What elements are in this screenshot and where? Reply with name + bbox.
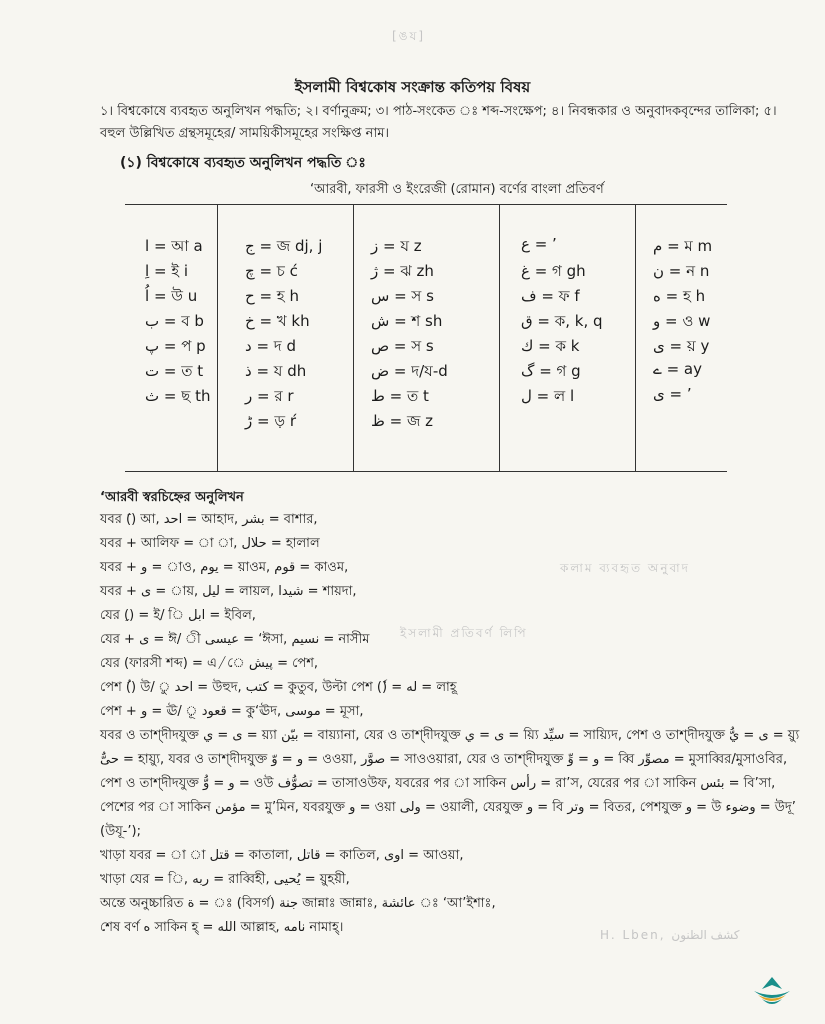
rule-line: খাড়া যবর = া া قتل = কাতালা, قاتل = কাতিল, اوى = আওয়া,: [100, 848, 464, 863]
table-cell: ن = ন n: [653, 262, 710, 280]
rule-line: যের (ِ) = ই/ ি ابل = ইবিল,: [100, 608, 256, 623]
table-cell: ح = হ h: [245, 287, 299, 305]
intro-paragraph: ১। বিশ্বকোষে ব্যবহৃত অনুলিখন পদ্ধতি; ২। বর্ণানুক্রম; ৩। পাঠ-সংকেত ঃ শব্দ-সংক্ষেপ; ৪। নিবন্ধকার ও অনুবাদকবৃন্দের তালিকা; ৫। বহুল উল্লিখিত গ্রন্থসমূহের/ সাময়িকীসমূহের সংক্ষিপ্ত নাম।: [100, 104, 777, 141]
table-cell: پ = প p: [145, 337, 206, 355]
rule-line: যবর + و = াও, يوم = য়াওম, قوم = কাওম,: [100, 560, 349, 575]
table-cell: اِ = ই i: [145, 262, 189, 280]
rule-line: শেষ বর্ণ ه সাকিন হ্ = الله আল্লাহ, نامه নামাহ্।: [100, 920, 344, 935]
table-caption: ‘আরবী, ফারসী ও ইংরেজী (রোমান) বর্ণের বাংলা প্রতিবর্ণ: [310, 182, 604, 197]
page-title: ইসলামী বিশ্বকোষ সংক্রান্ত কতিপয় বিষয়: [294, 78, 531, 96]
table-cell: گ = গ g: [521, 362, 581, 380]
publisher-logo-icon: [748, 975, 796, 1009]
table-cell: ى = ’: [653, 385, 692, 403]
table-cell: ج = জ dj, j: [245, 237, 323, 255]
rule-line: যের + ى = ঈ/ ী عيسى = ‘ঈসা, نسيم = নাসীম: [100, 632, 370, 647]
rule-line: যবর + আলিফ = া া, حلال = হালাল: [100, 536, 320, 551]
table-cell: د = দ d: [245, 337, 296, 355]
section-heading: (১) বিশ্বকোষে ব্যবহৃত অনুলিখন পদ্ধতি ঃ: [120, 155, 366, 171]
table-cell: ژ = ঝ zh: [371, 262, 434, 280]
table-cell: ع = ’: [521, 235, 557, 253]
table-cell: ط = ত t: [371, 387, 429, 405]
table-cell: ص = স s: [371, 337, 434, 355]
vowel-section-heading: ‘আরবী স্বরচিহ্নের অনুলিখন: [100, 490, 244, 505]
table-cell: ك = ক k: [521, 337, 580, 355]
table-cell: ف = ফ f: [521, 287, 580, 305]
table-column: [125, 205, 218, 471]
table-cell: غ = গ gh: [521, 262, 586, 280]
rule-paragraph: যবর ও তাশ্দীদযুক্ত ى = ي = য়্যা بيّن = বায়্যানা, যের ও তাশ্দীদযুক্ত ى = ي = য়্যি سيِّد = সায়্যিদ, পেশ ও তাশ্দীদযুক্ত ى = يُّ = য়্যু حىٌّ = হায়্যু, যবর ও তাশ্দীদযুক্ত و = وّ = ওওয়া, صوَّر = সাওওয়ারা, যের ও তাশ্দীদযুক্ত و = وِّ = ব্বি مصوِّر = মুসাব্বির/মুসাওবির, পেশ ও তাশ্দীদযুক্ত و = وُّ = ওউ تصوُّف = তাসাওউফ, যবরের পর া সাকিন رأس = রা’স, যেরের পর া সাকিন بئس = বি’সা, পেশের পর া সাকিন مؤمن = মু’মিন, যবরযুক্ত و = ওয়া ولى = ওয়ালী, যেরযুক্ত و = বি وتر = বিতর, পেশযুক্ত و = উ وضوء = উদূ’ (উযূ-’);: [100, 728, 800, 839]
table-cell: ے = ay: [653, 360, 702, 378]
table-column: [217, 205, 354, 471]
table-cell: ى = য় y: [653, 337, 710, 355]
transliteration-table: [125, 204, 727, 472]
vowel-rules-list: [100, 508, 800, 940]
table-cell: ز = য z: [371, 237, 422, 255]
rule-line: যবর + ى = ায়, ليل = লায়ল, شيدا = শায়দা,: [100, 584, 357, 599]
rule-line: যবর (َ) আ, احد = আহাদ, بشر = বাশার,: [100, 512, 318, 527]
table-cell: ض = দ/য-d: [371, 362, 448, 380]
table-cell: ڑ = ড় ŕ: [245, 412, 296, 430]
rule-line: পেশ + و = ঊ/ ূ قعود = কু‘ঊদ, موسى = মূসা,: [100, 704, 364, 719]
table-cell: خ = খ kh: [245, 312, 310, 330]
table-cell: ق = ক, k, q: [521, 312, 603, 330]
bleed-through-text: ইসলামী প্রতিবর্ণ লিপি: [400, 626, 528, 640]
table-cell: س = স s: [371, 287, 434, 305]
rule-line: খাড়া যের = ি, ربه = রাব্বিহী, يُحيى = য়ুহয়ী,: [100, 872, 350, 887]
table-cell: ش = শ sh: [371, 312, 443, 330]
table-cell: ث = ছ th: [145, 387, 211, 405]
table-cell: و = ও w: [653, 312, 711, 330]
rule-line: অন্তে অনুচ্চারিত ة = ঃ (বিসর্গ) جنة জান্নাঃ জান্নাঃ, عائشة ঃ ‘আ’ইশাঃ,: [100, 896, 496, 911]
table-cell: ظ = জ z: [371, 412, 434, 430]
table-cell: اُ = উ u: [145, 287, 198, 305]
bleed-through-text: কলাম ব্যবহৃত অনুবাদ: [560, 561, 690, 575]
table-cell: چ = চ ć: [245, 262, 298, 280]
bleed-through-text: [ঙয]: [392, 29, 426, 43]
rule-line: পেশ (ُ) উ/ ু احد = উহুদ, كتب = কুতুব, উল্টা পেশ (ٗ) = له = লাহূ: [100, 680, 457, 695]
table-column: [635, 205, 727, 471]
table-cell: م = ম m: [653, 237, 713, 255]
table-cell: ر = র r: [245, 387, 294, 405]
table-cell: ذ = য dh: [245, 362, 307, 380]
rule-line: যের (ফারসী শব্দ) = এ/ে پيش = পেশ,: [100, 656, 319, 671]
table-column: [499, 205, 636, 471]
table-cell: ا = আ a: [145, 237, 203, 255]
table-cell: ت = ত t: [145, 362, 204, 380]
table-cell: ه = হ h: [653, 287, 706, 305]
table-column: [353, 205, 500, 471]
table-cell: ب = ব b: [145, 312, 204, 330]
table-cell: ل = ল l: [521, 387, 575, 405]
bleed-through-text: H. Lben, كشف الظنون: [600, 928, 740, 942]
